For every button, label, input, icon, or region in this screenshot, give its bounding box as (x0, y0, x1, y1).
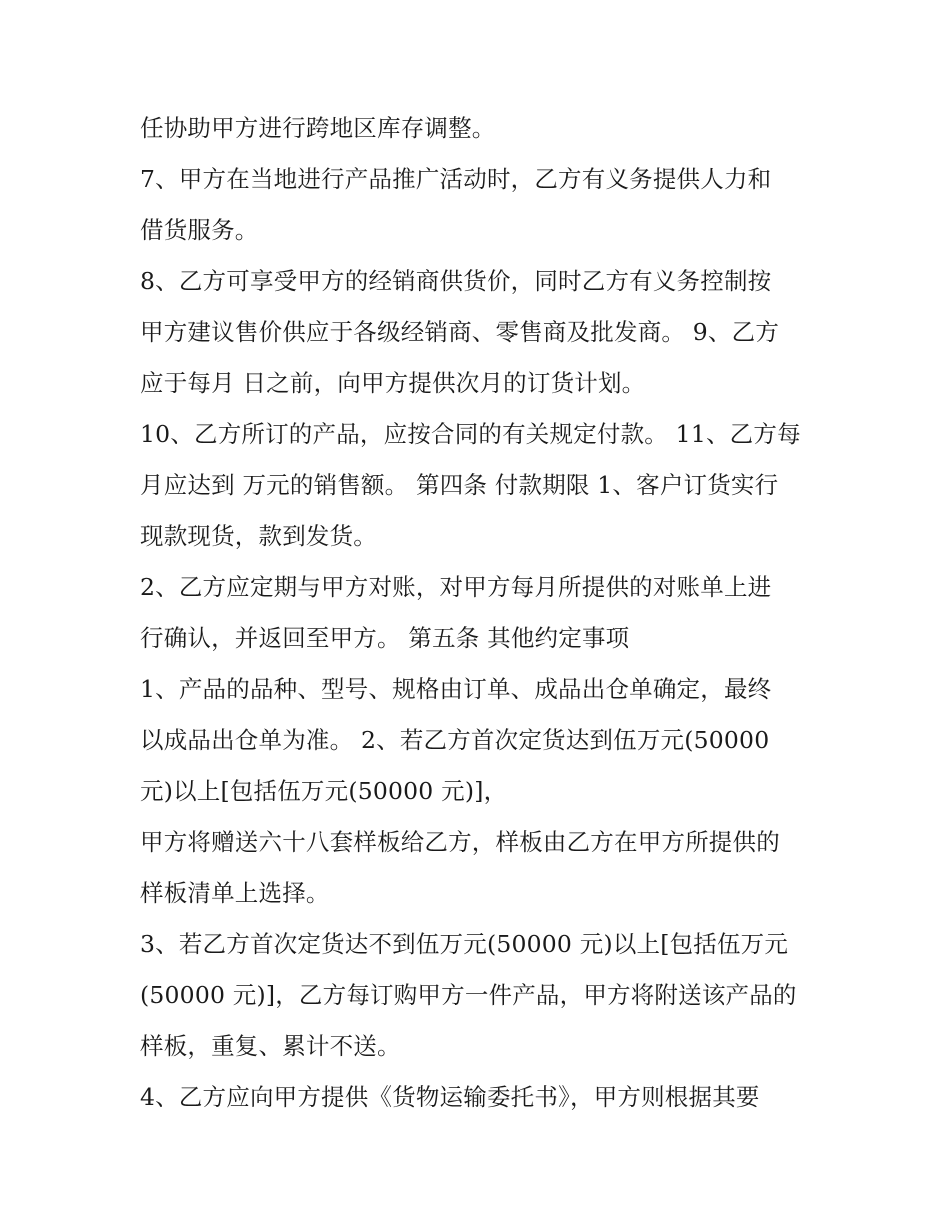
text-line: 样板清单上选择。 (140, 879, 330, 907)
text-line: 月应达到 万元的销售额。 第四条 付款期限 1、客户订货实行 (140, 471, 779, 499)
text-line: 3、若乙方首次定货达不到伍万元(50000 元)以上[包括伍万元 (140, 930, 789, 958)
text-line: 4、乙方应向甲方提供《货物运输委托书》，甲方则根据其要 (140, 1083, 760, 1111)
text-line: 元)以上[包括伍万元(50000 元)]， (140, 777, 508, 805)
text-line: 行确认，并返回至甲方。 第五条 其他约定事项 (140, 624, 630, 652)
text-line: 1、产品的品种、型号、规格由订单、成品出仓单确定，最终 (140, 675, 772, 703)
text-line: 借货服务。 (140, 216, 259, 244)
text-line: 10、乙方所订的产品，应按合同的有关规定付款。 11、乙方每 (140, 420, 801, 448)
text-line: 甲方建议售价供应于各级经销商、零售商及批发商。 9、乙方 (140, 318, 780, 346)
text-line: 现款现货，款到发货。 (140, 522, 377, 550)
text-line: 甲方将赠送六十八套样板给乙方，样板由乙方在甲方所提供的 (140, 828, 780, 856)
text-line: 2、乙方应定期与甲方对账，对甲方每月所提供的对账单上进 (140, 573, 772, 601)
text-line: 任协助甲方进行跨地区库存调整。 (140, 114, 496, 142)
contract-body-text (140, 103, 830, 1123)
text-line: (50000 元)]，乙方每订购甲方一件产品，甲方将附送该产品的 (140, 981, 797, 1009)
text-line: 应于每月 日之前，向甲方提供次月的订货计划。 (140, 369, 646, 397)
text-line: 样板，重复、累计不送。 (140, 1032, 401, 1060)
text-line: 8、乙方可享受甲方的经销商供货价，同时乙方有义务控制按 (140, 267, 772, 295)
text-line: 7、甲方在当地进行产品推广活动时，乙方有义务提供人力和 (140, 165, 772, 193)
text-line: 以成品出仓单为准。 2、若乙方首次定货达到伍万元(50000 (140, 726, 770, 754)
